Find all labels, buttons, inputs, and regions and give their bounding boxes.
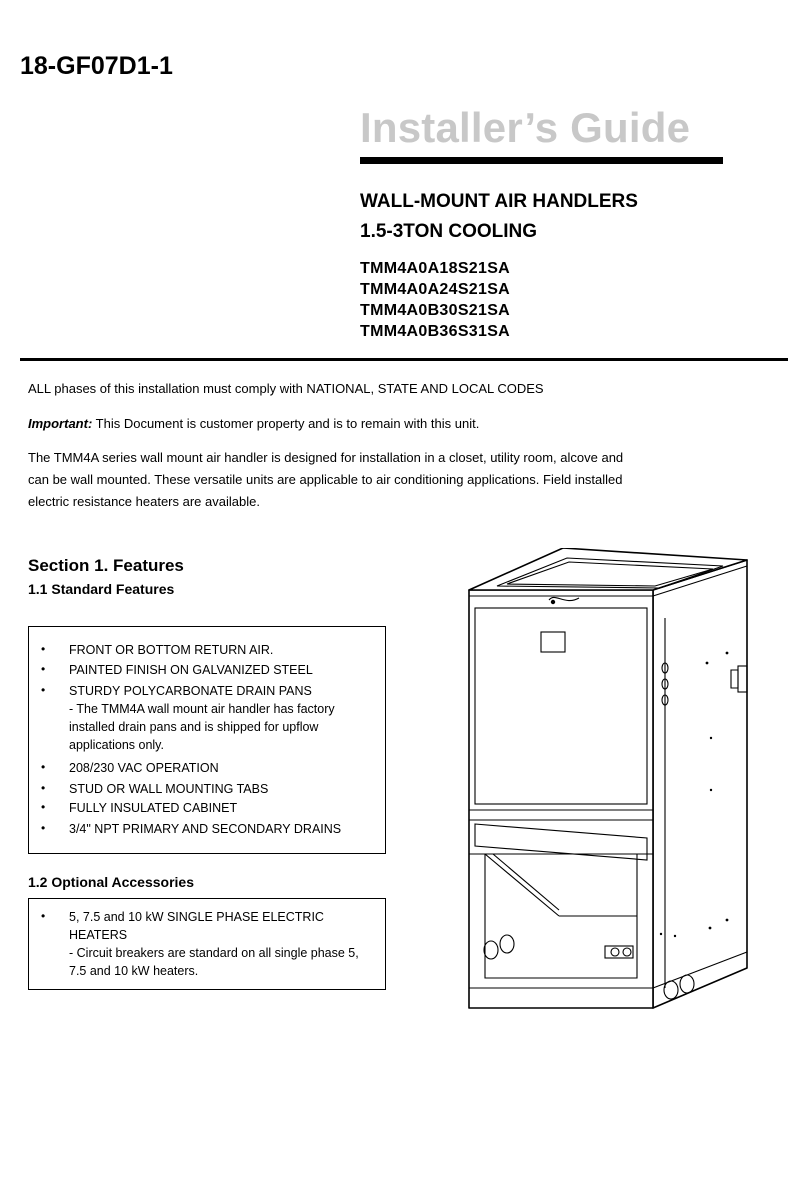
bullet-icon: • bbox=[41, 760, 46, 774]
bullet-icon: • bbox=[41, 909, 46, 923]
feature-text: PAINTED FINISH ON GALVANIZED STEEL bbox=[69, 663, 313, 677]
feature-text: FULLY INSULATED CABINET bbox=[69, 801, 238, 815]
feature-item bbox=[41, 780, 371, 798]
feature-item bbox=[41, 759, 371, 777]
product-subtitle: WALL-MOUNT AIR HANDLERS bbox=[360, 191, 638, 212]
standard-features-box bbox=[28, 626, 386, 854]
bullet-icon: • bbox=[41, 662, 46, 676]
bullet-icon: • bbox=[41, 781, 46, 795]
model-number: TMM4A0B36S31SA bbox=[360, 323, 511, 340]
air-handler-unit-illustration bbox=[455, 548, 755, 1018]
important-notice bbox=[28, 413, 638, 435]
model-number: TMM4A0A18S21SA bbox=[360, 260, 511, 277]
bullet-icon: • bbox=[41, 683, 46, 697]
model-number: TMM4A0B30S21SA bbox=[360, 302, 511, 319]
title-underline bbox=[360, 157, 723, 164]
feature-item bbox=[41, 820, 371, 838]
codes-notice: ALL phases of this installation must comply with NATIONAL, STATE AND LOCAL CODES bbox=[28, 381, 544, 396]
document-number: 18-GF07D1-1 bbox=[20, 52, 173, 80]
standard-features-heading: 1.1 Standard Features bbox=[28, 581, 175, 597]
bullet-icon: • bbox=[41, 821, 46, 835]
bullet-icon: • bbox=[41, 642, 46, 656]
accessory-text: 5, 7.5 and 10 kW SINGLE PHASE ELECTRIC HEATERS bbox=[69, 910, 324, 942]
optional-accessories-heading: 1.2 Optional Accessories bbox=[28, 874, 194, 890]
header-divider bbox=[20, 358, 788, 361]
feature-item bbox=[41, 641, 371, 659]
feature-item bbox=[41, 682, 371, 754]
guide-title: Installer’s Guide bbox=[360, 104, 691, 151]
feature-text: 208/230 VAC OPERATION bbox=[69, 761, 219, 775]
feature-item bbox=[41, 799, 371, 817]
feature-text: STURDY POLYCARBONATE DRAIN PANS bbox=[69, 684, 312, 698]
accessory-item bbox=[41, 908, 371, 980]
accessory-note: - Circuit breakers are standard on all single phase 5, 7.5 and 10 kW heaters. bbox=[69, 946, 359, 978]
section-title: Section 1. Features bbox=[28, 556, 184, 575]
important-text: This Document is customer property and is to remain with this unit. bbox=[92, 416, 480, 431]
capacity-subtitle: 1.5-3TON COOLING bbox=[360, 221, 538, 242]
feature-note: - The TMM4A wall mount air handler has factory installed drain pans and is shipped for upflow applications only. bbox=[69, 702, 335, 752]
optional-accessories-box bbox=[28, 898, 386, 990]
intro-paragraph: The TMM4A series wall mount air handler is designed for installation in a closet, utility room, alcove and can be wall mounted. These versatile units are applicable to air conditioning applications. Field installed electric resistance heaters are available. bbox=[28, 450, 624, 509]
feature-text: 3/4" NPT PRIMARY AND SECONDARY DRAINS bbox=[69, 822, 342, 836]
model-number: TMM4A0A24S21SA bbox=[360, 281, 511, 298]
feature-item bbox=[41, 661, 371, 679]
bullet-icon: • bbox=[41, 800, 46, 814]
feature-text: STUD OR WALL MOUNTING TABS bbox=[69, 782, 269, 796]
feature-text: FRONT OR BOTTOM RETURN AIR. bbox=[69, 643, 274, 657]
important-label: Important: bbox=[28, 416, 93, 431]
